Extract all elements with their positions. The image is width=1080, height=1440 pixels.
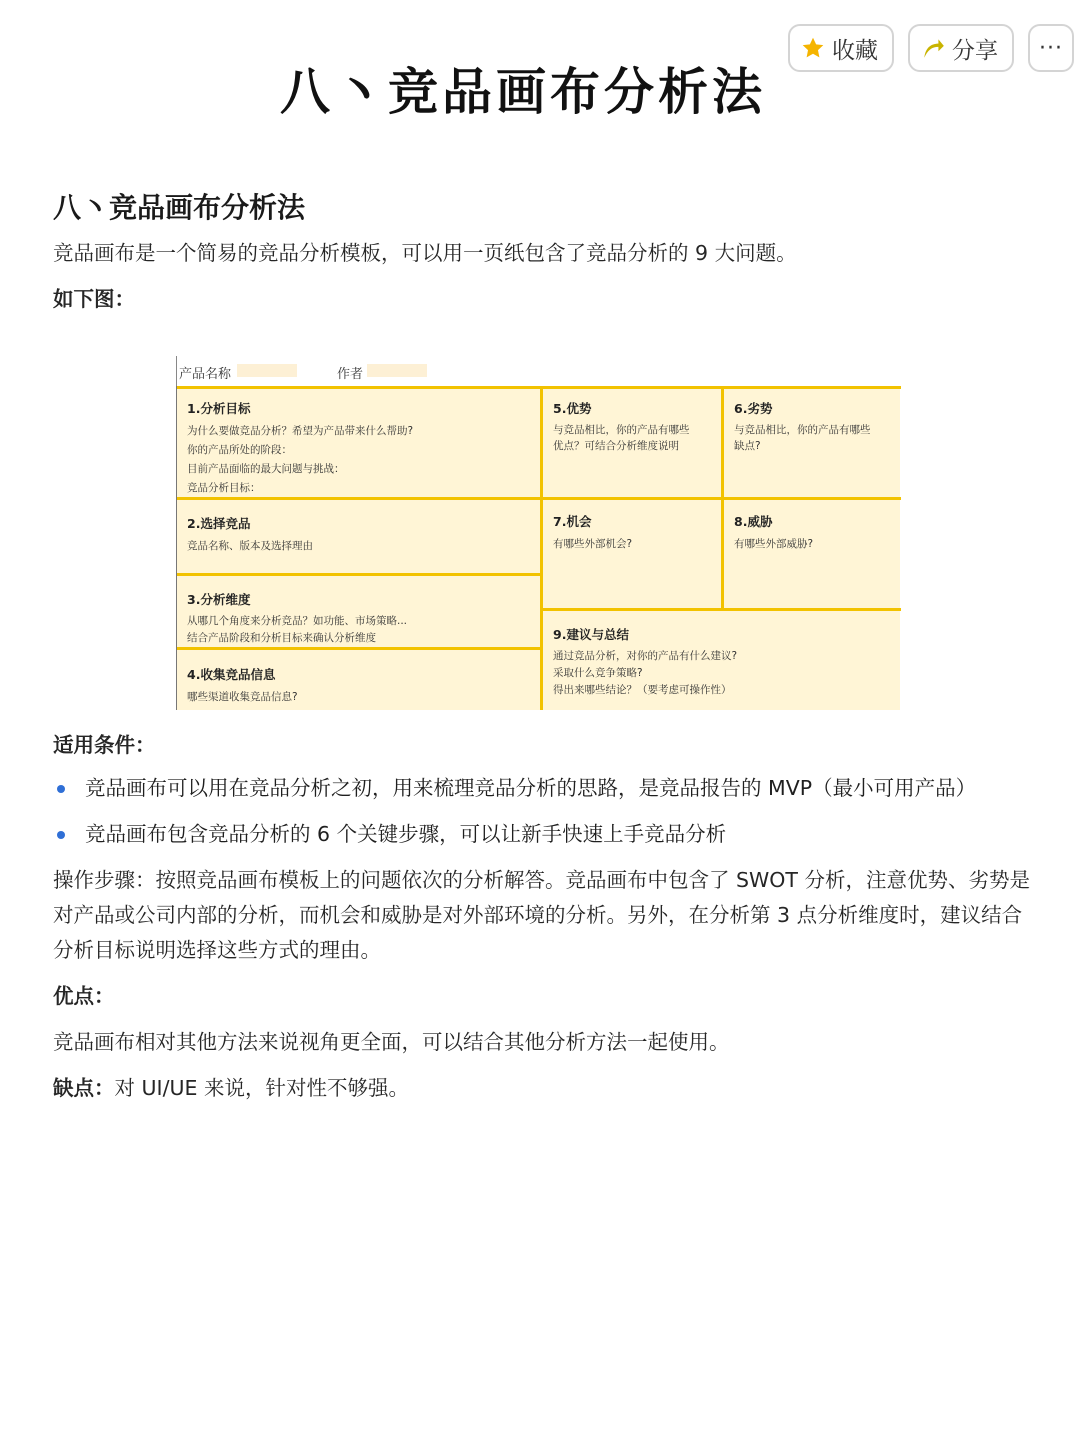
cell-opportunity <box>543 502 721 554</box>
cons-paragraph <box>53 1071 1033 1106</box>
list-item <box>53 771 1033 806</box>
cell-line: 结合产品阶段和分析目标来确认分析维度 <box>187 632 376 644</box>
favorite-label: 收藏 <box>832 37 878 64</box>
cell-analysis-goal <box>177 389 540 498</box>
cell-title: 4.收集竞品信息 <box>187 667 276 682</box>
cell-line: 缺点? <box>734 440 761 452</box>
bullet-dot-icon <box>57 785 65 793</box>
cell-collect-info <box>177 655 540 707</box>
cell-strength <box>543 389 721 454</box>
list-item-text: 竞品画布包含竞品分析的 6 个关键步骤，可以让新手快速上手竞品分析 <box>85 822 727 846</box>
figure-caption: 如下图： <box>53 287 135 311</box>
grid-line <box>177 573 541 576</box>
grid-line <box>177 647 541 650</box>
cell-weakness <box>724 389 901 454</box>
author-blank <box>367 364 427 377</box>
cell-line: 得出来哪些结论？（要考虑可操作性） <box>553 684 732 696</box>
cell-title: 9.建议与总结 <box>553 627 629 642</box>
cell-title: 8.威胁 <box>734 514 773 529</box>
cell-line: 与竞品相比，你的产品有哪些 <box>553 424 690 436</box>
cell-line: 哪些渠道收集竞品信息? <box>187 691 298 703</box>
page-title: 八丶竞品画布分析法 <box>280 62 766 121</box>
pros-paragraph: 竞品画布相对其他方法来说视角更全面，可以结合其他分析方法一起使用。 <box>53 1030 730 1054</box>
cell-title: 7.机会 <box>553 514 592 529</box>
cell-title: 5.优势 <box>553 401 592 416</box>
cell-line: 优点？可结合分析维度说明 <box>553 440 679 452</box>
author-label: 作者 <box>337 367 364 382</box>
cell-title: 3.分析维度 <box>187 592 251 607</box>
steps-paragraph: 操作步骤：按照竞品画布模板上的问题依次的分析解答。竞品画布中包含了 SWOT 分析，注意优势、劣势是对产品或公司内部的分析，而机会和威胁是对外部环境的分析。另外，在分析第 3 点分析维度时，建议结合分析目标说明选择这些方式的理由。 <box>53 868 1030 962</box>
list-item <box>53 817 1033 852</box>
cons-label: 缺点： <box>53 1076 115 1100</box>
cell-advice-summary <box>543 615 901 699</box>
grid-line <box>541 608 901 611</box>
cell-title: 1.分析目标 <box>187 401 251 416</box>
cell-line: 有哪些外部威胁? <box>734 538 814 550</box>
list-item-text: 竞品画布可以用在竞品分析之初，用来梳理竞品分析的思路，是竞品报告的 MVP（最小可用产品） <box>85 776 977 800</box>
cell-line: 与竞品相比，你的产品有哪些 <box>734 424 871 436</box>
conditions-list <box>53 771 1033 852</box>
product-name-label: 产品名称 <box>179 367 232 382</box>
canvas-grid <box>176 386 900 710</box>
cell-line: 目前产品面临的最大问题与挑战： <box>187 463 345 475</box>
cell-line: 为什么要做竞品分析？希望为产品带来什么帮助? <box>187 425 414 437</box>
cell-select-competitor <box>177 504 540 556</box>
intro-paragraph: 竞品画布是一个简易的竞品分析模板，可以用一页纸包含了竞品分析的 9 大问题。 <box>53 241 797 265</box>
bullet-dot-icon <box>57 831 65 839</box>
more-icon: ··· <box>1039 35 1063 61</box>
cell-line: 从哪几个角度来分析竞品？如功能、市场策略... <box>187 615 408 627</box>
cell-line: 有哪些外部机会? <box>553 538 633 550</box>
competitive-canvas-figure <box>176 356 900 710</box>
cell-threat <box>724 502 901 554</box>
cell-title: 6.劣势 <box>734 401 773 416</box>
cell-line: 你的产品所处的阶段： <box>187 444 292 456</box>
conditions-heading: 适用条件： <box>53 733 156 757</box>
cons-text: 对 UI/UE 来说，针对性不够强。 <box>114 1076 409 1100</box>
share-label: 分享 <box>952 37 998 64</box>
pros-heading: 优点： <box>53 984 115 1008</box>
cell-line: 竞品名称、版本及选择理由 <box>187 540 313 552</box>
cell-analysis-dimension <box>177 580 540 647</box>
product-name-blank <box>237 364 297 377</box>
cell-line: 采取什么竞争策略? <box>553 667 643 679</box>
cell-title: 2.选择竞品 <box>187 516 251 531</box>
section-heading: 八丶竞品画布分析法 <box>53 191 306 224</box>
canvas-header <box>176 356 900 386</box>
cell-line: 通过竞品分析，对你的产品有什么建议? <box>553 650 738 662</box>
cell-line: 竞品分析目标： <box>187 482 261 494</box>
